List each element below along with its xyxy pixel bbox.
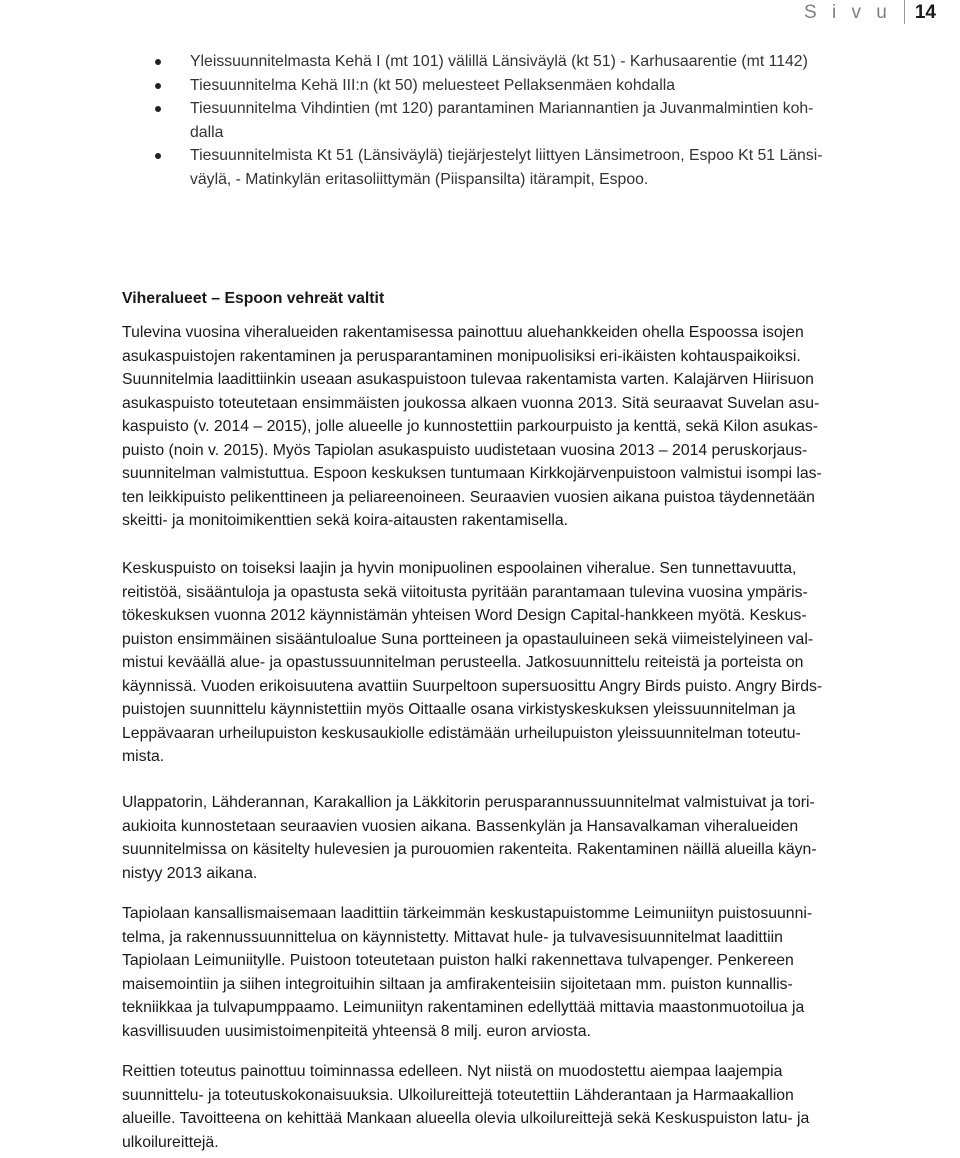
text-line: suunnittelu- ja toteutuskokonaisuuksia. Ulkoilureittejä toteutettiin Lähderantaan ja Harmaakallion — [122, 1086, 794, 1104]
text-line: reitistöä, sisääntuloja ja opastusta sekä viitoitusta pyritään parantamaan tulevina vuosina ympäris- — [122, 583, 808, 601]
page-number: 14 — [914, 2, 936, 23]
text-line: Ulappatorin, Lähderannan, Karakallion ja Läkkitorin perusparannussuunnitelmat valmistuivat ja tori- — [122, 794, 815, 811]
text-line: ten leikkipuisto pelikenttineen ja peliareenoineen. Seuraavien vuosien aikana puistoa täydennetään — [122, 488, 815, 506]
text-line: suunnitelmissa on käsitelty hulevesien ja purouomien rakenteita. Rakentaminen näillä alueilla käyn- — [122, 841, 817, 858]
plan-bullet-list — [125, 50, 915, 191]
bullet-line: dalla — [190, 123, 224, 141]
bullet-line: väylä, - Matinkylän eritasoliittymän (Piispansilta) itärampit, Espoo. — [190, 170, 649, 188]
text-line: mistui keväällä alue- ja opastussuunnitelman perusteella. Jatkosuunnittelu reiteistä ja porteista on — [122, 654, 804, 671]
text-line: käynnissä. Vuoden erikoisuutena avattiin Suurpeltoon supersuosittu Angry Birds puisto. Angry Birds- — [122, 677, 823, 695]
bullet-line: Tiesuunnitelma Kehä III:n (kt 50) meluesteet Pellaksenmäen kohdalla — [190, 76, 675, 94]
text-line: Tapiolaan kansallismaisemaan laadittiin tärkeimmän keskustapuistomme Leimuniityn puistosuunni- — [122, 905, 813, 922]
paragraph-asukaspuistot — [122, 321, 944, 533]
bullet-line: Yleissuunnitelmasta Kehä I (mt 101) välillä Länsiväylä (kt 51) - Karhusaarentie (mt 1142) — [190, 53, 808, 70]
text-line: alueille. Tavoitteena on kehittää Mankaan alueella olevia ulkoilureittejä sekä Keskuspuiston latu- ja — [122, 1110, 810, 1127]
text-line: aukioita kunnostetaan seuraavien vuosien aikana. Bassenkylän ja Hansavalkaman viheralueiden — [122, 817, 799, 835]
text-line: telma, ja rakennussuunnittelua on käynnistetty. Mittavat hule- ja tulvavesisuunnitelmat laadittiin — [122, 928, 783, 946]
text-line: maisemointiin ja siihen integroituihin siltaan ja amfirakenteisiin sijoitetaan mm. puiston kunnallis- — [122, 975, 793, 993]
bullet-item — [125, 50, 915, 74]
text-line: tekniikkaa ja tulvapumppaamo. Leimuniityn rakentaminen edellyttää mittavia maastonmuotoilua ja — [122, 999, 805, 1016]
text-line: puisto (noin v. 2015). Myös Tapiolan asukaspuisto uudistetaan vuosina 2013 – 2014 peruskorjaus- — [122, 441, 808, 459]
bullet-line: Tiesuunnitelmista Kt 51 (Länsiväylä) tiejärjestelyt liittyen Länsimetroon, Espoo Kt 51 Länsi- — [190, 147, 823, 164]
text-line: Tulevina vuosina viheralueiden rakentamisessa painottuu aluehankkeiden ohella Espoossa isojen — [122, 324, 804, 341]
text-line: ulkoilureittejä. — [122, 1133, 219, 1151]
text-line: suunnitelman valmistuttua. Espoon keskuksen tuntumaan Kirkkojärvenpuistoon valmistui isompi las- — [122, 465, 822, 482]
bullet-item — [125, 144, 915, 191]
text-line: skeitti- ja monitoimikenttien sekä koira-aitausten rakentamisella. — [122, 512, 569, 529]
bullet-item — [125, 97, 915, 144]
text-line: Tapiolaan Leimuniitylle. Puistoon toteutetaan puiston halki rakennettava tulvapenger. Penkereen — [122, 952, 794, 969]
text-line: asukaspuisto toteutetaan ensimmäisten joukossa alkaen vuonna 2013. Sitä seuraavat Suvelan asu- — [122, 394, 820, 412]
text-line: Keskuspuisto on toiseksi laajin ja hyvin monipuolinen espoolainen viheralue. Sen tunnettavuutta, — [122, 560, 797, 577]
bullet-item — [125, 74, 915, 98]
text-line: Leppävaaran urheilupuiston keskusaukiolle edistämään urheilupuiston yleissuunnitelman toteutu- — [122, 724, 801, 742]
bullet-line: Tiesuunnitelma Vihdintien (mt 120) parantaminen Mariannantien ja Juvanmalmintien koh- — [190, 100, 814, 117]
paragraph-toriaukiot — [122, 791, 944, 885]
section-heading: Viheralueet – Espoon vehreät valtit — [122, 290, 385, 307]
text-line: Reittien toteutus painottuu toiminnassa edelleen. Nyt niistä on muodostettu aiempaa laajempia — [122, 1063, 783, 1080]
text-line: nistyy 2013 aikana. — [122, 864, 258, 882]
text-line: Suunnitelmia laadittiinkin useaan asukaspuistoon tulevaa rakentamista varten. Kalajärven Hiirisuon — [122, 371, 814, 388]
text-line: tökeskuksen vuonna 2012 käynnistämän yhteisen Word Design Capital-hankkeen myötä. Keskus- — [122, 607, 807, 624]
paragraph-keskuspuisto — [122, 557, 944, 769]
page-header — [804, 0, 960, 26]
text-line: puiston ensimmäinen sisääntuloalue Suna portteineen ja opastauluineen sekä viimeistelyineen val- — [122, 630, 814, 648]
text-line: puistojen suunnittelu käynnistettiin myös Oittaalle osana virkistyskeskuksen yleissuunnitelman ja — [122, 701, 796, 718]
paragraph-tapiola — [122, 902, 944, 1043]
text-line: asukaspuistojen rakentaminen ja perusparantaminen monipuolisiksi eri-ikäisten kohtauspaikoiksi. — [122, 347, 801, 365]
page-label: S i v u — [804, 2, 892, 23]
text-line: kasvillisuuden uusimistoimenpiteitä yhteensä 8 milj. euron arviosta. — [122, 1022, 591, 1040]
paragraph-reitit — [122, 1060, 944, 1154]
text-line: mista. — [122, 748, 165, 765]
text-line: kaspuisto (v. 2014 – 2015), jolle alueelle jo kunnostettiin parkourpuisto ja kenttä, sekä Kilon asukas- — [122, 418, 819, 435]
